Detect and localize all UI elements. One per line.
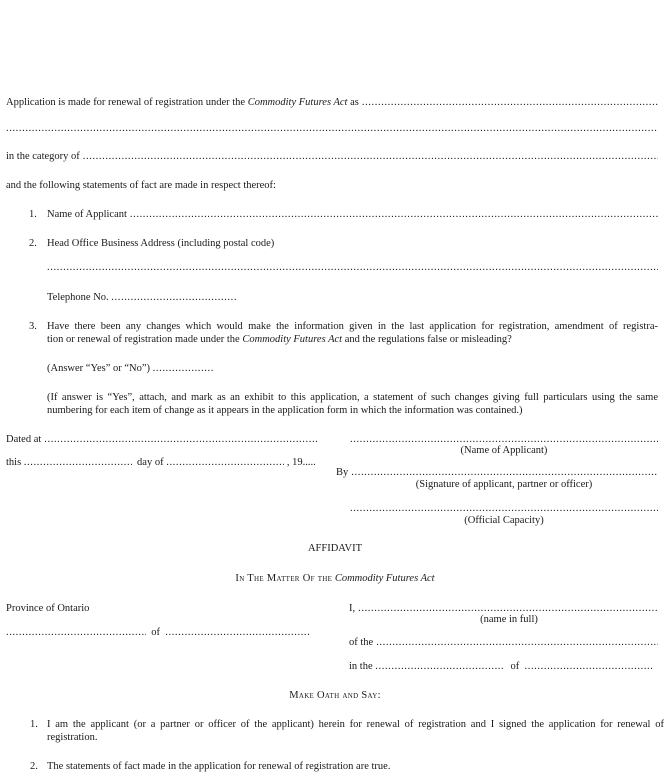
of-the-label: of the <box>349 637 374 648</box>
day-of-label: day of <box>137 457 164 468</box>
intro-as: as <box>350 97 359 108</box>
oath-1-number: 1. <box>30 719 38 730</box>
continuation-line <box>6 122 658 135</box>
telephone-label: Telephone No. <box>47 292 109 303</box>
category-blank-field[interactable] <box>83 150 658 163</box>
item-3-question-line2 <box>47 333 512 346</box>
intro-act: Commodity Futures Act <box>247 97 348 108</box>
in-the-of-field[interactable] <box>525 660 653 673</box>
month-field[interactable] <box>166 456 284 469</box>
name-in-full-caption: (name in full) <box>480 614 538 625</box>
address-label: Head Office Business Address (including postal code) <box>47 238 275 249</box>
answer-label: (Answer “Yes” or “No”) <box>47 363 151 374</box>
answer-line <box>47 362 213 375</box>
oath-1-line2: registration. <box>47 732 98 743</box>
capacity-caption: (Official Capacity) <box>464 515 544 526</box>
signature-caption: (Signature of applicant, partner or officer) <box>415 479 593 490</box>
category-line <box>6 150 658 163</box>
act-blank-field[interactable] <box>362 96 658 109</box>
item-3-text-b: tion or renewal of registration made under the <box>47 334 240 345</box>
dated-at-label: Dated at <box>6 434 42 445</box>
renewal-act-line <box>6 96 658 109</box>
item-3-question-line1: Have there been any changes which would make the information given in the last application for registration, amendment of registra- <box>47 321 658 332</box>
item-3-number: 3. <box>29 321 37 332</box>
address-field[interactable] <box>47 261 658 274</box>
in-the-field[interactable] <box>375 660 505 673</box>
applicant-name-field[interactable] <box>130 208 658 221</box>
continuation-blank-field[interactable] <box>6 122 658 135</box>
year-label: , 19..... <box>286 457 316 468</box>
oath-1-line1: I am the applicant (or a partner or officer of the applicant) herein for renewal of registration and I signed the application for renewal of <box>47 719 664 730</box>
county-line <box>6 626 309 639</box>
county-field[interactable] <box>6 626 146 639</box>
day-line <box>6 456 316 469</box>
telephone-line <box>47 291 237 304</box>
in-the-label: in the <box>349 661 373 672</box>
of-the-field[interactable] <box>376 636 658 649</box>
this-label: this <box>6 457 22 468</box>
i-label: I, <box>349 603 356 614</box>
intro-lead: Application is made for renewal of registration under the <box>6 97 246 108</box>
matter-text: In The Matter Of the <box>235 573 333 584</box>
item-3-act: Commodity Futures Act <box>242 334 343 345</box>
in-the-of-label: of <box>510 661 520 672</box>
affidavit-title: AFFIDAVIT <box>307 543 363 554</box>
dated-at-line <box>6 433 318 446</box>
county-name-field[interactable] <box>165 626 309 639</box>
name-of-applicant-caption: (Name of Applicant) <box>460 445 548 456</box>
note-line2: numbering for each item of change as it appears in the application form in which the information was contained.) <box>47 405 523 416</box>
statements-text: and the following statements of fact are made in respect thereof: <box>6 180 276 191</box>
applicant-name-label: Name of Applicant <box>47 209 127 220</box>
province-label: Province of Ontario <box>6 603 90 614</box>
note-line1: (If answer is “Yes”, attach, and mark as an exhibit to this application, a statement of such changes giving full particulars using the same <box>47 392 658 403</box>
item-3-text-c: and the regulations false or misleading? <box>344 334 512 345</box>
item-1-number: 1. <box>29 209 37 220</box>
answer-field[interactable] <box>153 362 213 375</box>
item-2-number: 2. <box>29 238 37 249</box>
by-label: By <box>336 467 349 478</box>
applicant-name-line <box>47 208 658 221</box>
telephone-field[interactable] <box>111 291 237 304</box>
make-oath-heading <box>0 689 670 702</box>
in-the-line <box>349 660 653 673</box>
category-label: in the category of <box>6 151 80 162</box>
oath-2-number: 2. <box>30 761 38 772</box>
of-the-line <box>349 636 658 649</box>
make-oath-text: Make Oath and Say: <box>289 690 381 701</box>
day-field[interactable] <box>24 456 132 469</box>
in-the-matter-line <box>0 572 670 585</box>
county-of-label: of <box>151 627 160 638</box>
address-line <box>47 261 658 274</box>
matter-act: Commodity Futures Act <box>334 573 435 584</box>
dated-at-field[interactable] <box>44 433 318 446</box>
oath-2-text: The statements of fact made in the application for renewal of registration are true. <box>47 761 391 772</box>
